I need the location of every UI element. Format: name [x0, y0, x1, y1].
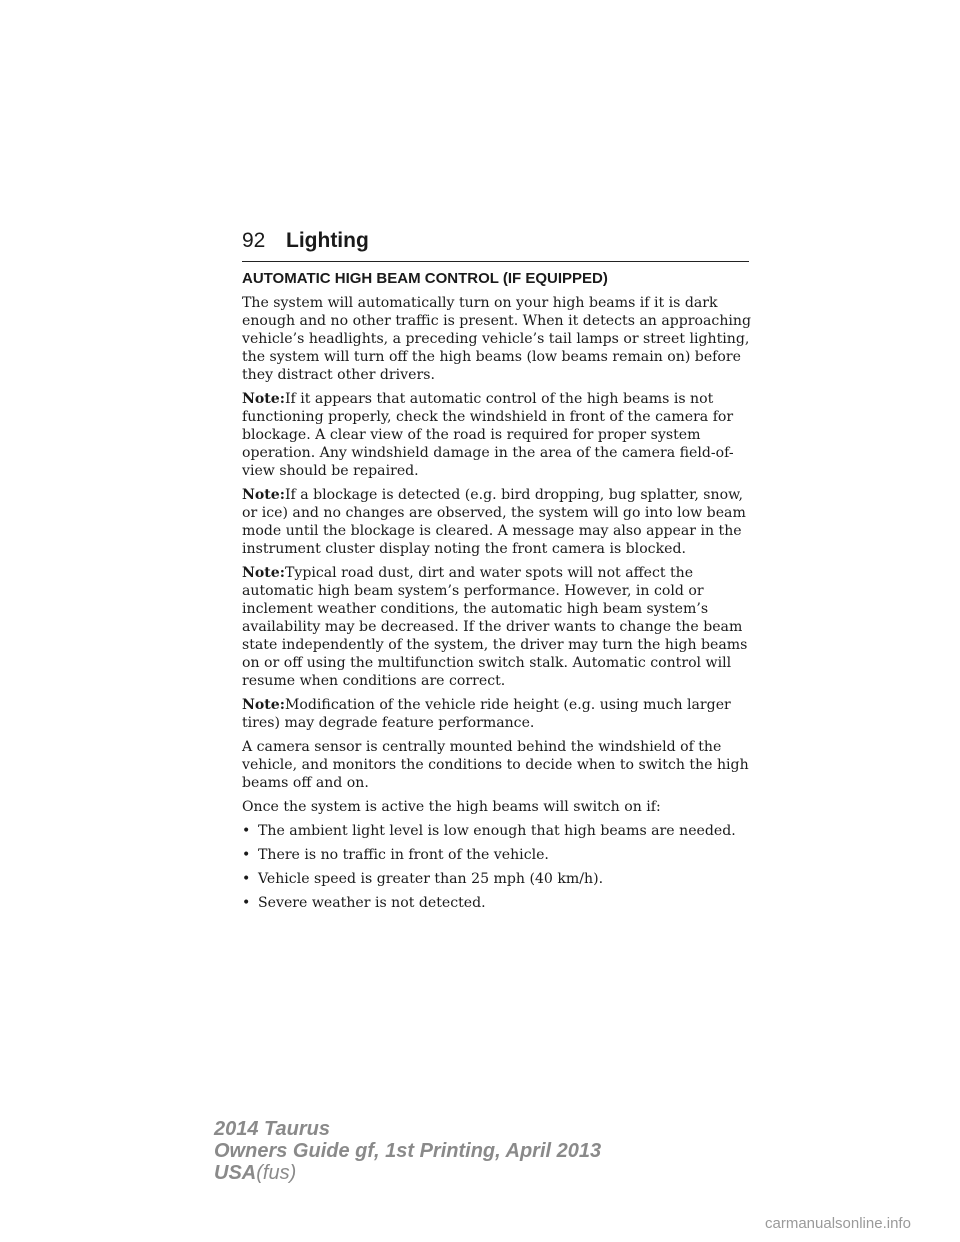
- bullet-icon: •: [242, 847, 251, 863]
- note-paragraph: [242, 696, 752, 732]
- document-footer: [214, 1118, 601, 1184]
- note-paragraph: [242, 486, 752, 558]
- chapter-title: Lighting: [286, 229, 369, 252]
- bullet-icon: •: [242, 895, 251, 911]
- note-label: Note:: [242, 697, 285, 713]
- footer-region: USA: [214, 1162, 257, 1184]
- page-content: [242, 270, 752, 918]
- note-paragraph: [242, 390, 752, 480]
- list-item: [242, 846, 752, 864]
- watermark: carmanualsonline.info: [765, 1215, 911, 1232]
- note-text: If a blockage is detected (e.g. bird dropping, bug splatter, snow, or ice) and no changes are observed, the system will go into low beam mode until the blockage is cleared. A message may also appear in the instrument cluster display noting the front camera is blocked.: [242, 487, 746, 557]
- footer-model-line: 2014 Taurus: [214, 1118, 330, 1140]
- list-item-text: There is no traffic in front of the vehicle.: [258, 847, 549, 863]
- list-item: [242, 870, 752, 888]
- camera-paragraph: A camera sensor is centrally mounted behind the windshield of the vehicle, and monitors the conditions to decide when to switch the high beams off and on.: [242, 739, 749, 791]
- footer-printing-line: Owners Guide gf, 1st Printing, April 2013: [214, 1140, 602, 1162]
- page-number: 92: [242, 229, 266, 252]
- section-title: AUTOMATIC HIGH BEAM CONTROL (IF EQUIPPED): [242, 270, 608, 287]
- list-item-text: Vehicle speed is greater than 25 mph (40 km/h).: [258, 871, 604, 887]
- note-text: If it appears that automatic control of the high beams is not functioning properly, check the windshield in front of the camera for blockage. A clear view of the road is required for proper system operation. Any windshield damage in the area of the camera field-of-view should be repaired.: [242, 391, 734, 479]
- note-label: Note:: [242, 565, 285, 581]
- note-label: Note:: [242, 391, 285, 407]
- list-item: [242, 894, 752, 912]
- intro-paragraph: The system will automatically turn on your high beams if it is dark enough and no other traffic is present. When it detects an approaching vehicle’s headlights, a preceding vehicle’s tail lamps or street lighting, the system will turn off the high beams (low beams remain on) before they distract other drivers.: [242, 295, 752, 383]
- footer-region-code: (fus): [256, 1162, 297, 1184]
- list-item-text: The ambient light level is low enough that high beams are needed.: [258, 823, 736, 839]
- list-item: [242, 822, 752, 840]
- note-label: Note:: [242, 487, 285, 503]
- list-item-text: Severe weather is not detected.: [258, 895, 486, 911]
- note-text: Typical road dust, dirt and water spots will not affect the automatic high beam system’s performance. However, in cold or inclement weather conditions, the automatic high beam system’s availability may be decreased. If the driver wants to change the beam state independently of the system, the driver may turn the high beams on or off using the multifunction switch stalk. Automatic control will resume when conditions are correct.: [242, 565, 748, 689]
- note-text: Modification of the vehicle ride height (e.g. using much larger tires) may degrade feature performance.: [242, 697, 731, 731]
- bullet-icon: •: [242, 823, 251, 839]
- page-header: [242, 229, 749, 262]
- conditions-list: [242, 822, 752, 912]
- bullet-icon: •: [242, 871, 251, 887]
- footer-region-line: [214, 1162, 601, 1184]
- note-paragraph: [242, 564, 752, 690]
- conditions-intro: Once the system is active the high beams will switch on if:: [242, 799, 661, 815]
